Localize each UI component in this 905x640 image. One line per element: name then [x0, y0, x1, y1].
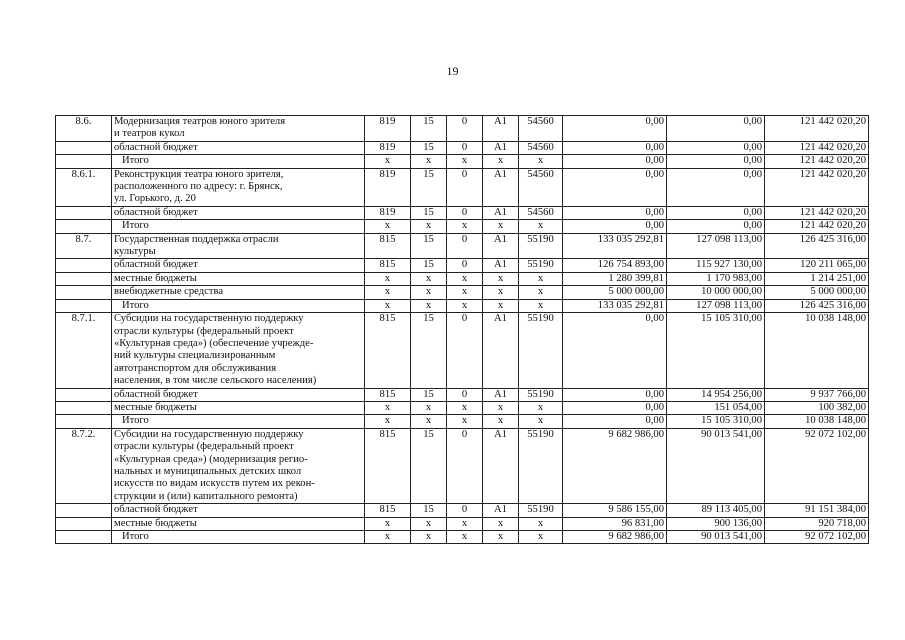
amount-cell-v3: 121 442 020,20 [765, 206, 869, 219]
row-name [112, 206, 365, 219]
table-row [56, 415, 869, 428]
row-number [56, 504, 112, 517]
code-cell-c3: х [447, 531, 483, 544]
row-name [112, 313, 365, 388]
row-name [112, 388, 365, 401]
amount-cell-v1: 9 586 155,00 [563, 504, 667, 517]
row-number [56, 206, 112, 219]
code-cell-c3: 0 [447, 504, 483, 517]
row-name [112, 272, 365, 285]
code-cell-c3: 0 [447, 168, 483, 206]
row-name [112, 428, 365, 503]
row-name-line: Модернизация театров юного зрителя [114, 116, 286, 127]
code-cell-c5: х [519, 401, 563, 414]
table-row [56, 272, 869, 285]
code-cell-c5: 55190 [519, 259, 563, 272]
code-cell-c1: 815 [365, 233, 411, 259]
table-row [56, 286, 869, 299]
table-row [56, 168, 869, 206]
code-cell-c1: х [365, 517, 411, 530]
code-cell-c2: 15 [411, 313, 447, 388]
code-cell-c4: А1 [483, 206, 519, 219]
amount-cell-v1: 0,00 [563, 401, 667, 414]
code-cell-c4: А1 [483, 428, 519, 503]
code-cell-c5: 55190 [519, 313, 563, 388]
code-cell-c3: х [447, 401, 483, 414]
code-cell-c1: 815 [365, 259, 411, 272]
row-name-line: струкции и (или) капитального ремонта) [114, 490, 298, 502]
code-cell-c5: х [519, 299, 563, 312]
row-name-line: «Культурная среда») (модернизация регио- [114, 453, 308, 465]
table-row [56, 531, 869, 544]
row-name-line: Субсидии на государственную поддержку [114, 428, 304, 440]
code-cell-c3: 0 [447, 259, 483, 272]
amount-cell-v3: 121 442 020,20 [765, 155, 869, 168]
code-cell-c1: 819 [365, 168, 411, 206]
row-name [112, 155, 365, 168]
code-cell-c3: 0 [447, 428, 483, 503]
amount-cell-v2: 900 136,00 [667, 517, 765, 530]
amount-cell-v2: 0,00 [667, 116, 765, 142]
amount-cell-v1: 5 000 000,00 [563, 286, 667, 299]
amount-cell-v1: 0,00 [563, 155, 667, 168]
code-cell-c1: х [365, 299, 411, 312]
row-name-line: искусств по видам искусств путем их рекон- [114, 478, 315, 490]
code-cell-c5: 54560 [519, 141, 563, 154]
table-row [56, 141, 869, 154]
row-number [56, 272, 112, 285]
row-name-line: отрасли культуры (федеральный проект [114, 325, 294, 337]
amount-cell-v2: 127 098 113,00 [667, 233, 765, 259]
row-number [56, 517, 112, 530]
row-name-line: местные бюджеты [114, 517, 197, 529]
code-cell-c4: А1 [483, 116, 519, 142]
row-name-line: ул. Горького, д. 20 [114, 193, 196, 205]
page-number: 19 [446, 64, 459, 78]
code-cell-c2: х [411, 401, 447, 414]
table-row [56, 233, 869, 259]
code-cell-c1: х [365, 220, 411, 233]
amount-cell-v2: 151 054,00 [667, 401, 765, 414]
amount-cell-v2: 15 105 310,00 [667, 415, 765, 428]
amount-cell-v1: 0,00 [563, 388, 667, 401]
amount-cell-v3: 100 382,00 [765, 401, 869, 414]
code-cell-c2: 15 [411, 388, 447, 401]
amount-cell-v3: 5 000 000,00 [765, 286, 869, 299]
row-name [112, 220, 365, 233]
row-name-line: областной бюджет [114, 141, 198, 153]
row-name-line: и театров кукол [114, 128, 185, 140]
code-cell-c3: 0 [447, 388, 483, 401]
row-name-line: населения, в том числе сельского населения) [114, 375, 317, 387]
table-row [56, 313, 869, 388]
row-name-line: Итого [122, 220, 149, 232]
code-cell-c2: 15 [411, 233, 447, 259]
code-cell-c2: 15 [411, 259, 447, 272]
code-cell-c4: х [483, 415, 519, 428]
code-cell-c2: х [411, 299, 447, 312]
row-number [56, 259, 112, 272]
amount-cell-v1: 9 682 986,00 [563, 428, 667, 503]
code-cell-c4: х [483, 401, 519, 414]
code-cell-c1: х [365, 286, 411, 299]
row-number: 8.7.2. [56, 428, 112, 503]
amount-cell-v3: 120 211 065,00 [765, 259, 869, 272]
table-row [56, 299, 869, 312]
row-number [56, 220, 112, 233]
table-row [56, 206, 869, 219]
code-cell-c1: 815 [365, 313, 411, 388]
amount-cell-v1: 126 754 893,00 [563, 259, 667, 272]
row-number: 8.6. [56, 116, 112, 142]
code-cell-c2: х [411, 286, 447, 299]
row-name [112, 517, 365, 530]
code-cell-c1: 819 [365, 206, 411, 219]
row-name [112, 286, 365, 299]
code-cell-c5: 55190 [519, 388, 563, 401]
code-cell-c3: х [447, 220, 483, 233]
code-cell-c3: 0 [447, 206, 483, 219]
code-cell-c5: 54560 [519, 116, 563, 142]
amount-cell-v2: 10 000 000,00 [667, 286, 765, 299]
amount-cell-v2: 0,00 [667, 155, 765, 168]
code-cell-c5: 55190 [519, 504, 563, 517]
row-number [56, 286, 112, 299]
amount-cell-v1: 0,00 [563, 206, 667, 219]
row-name-line: расположенного по адресу: г. Брянск, [114, 181, 283, 193]
row-name-line: Государственная поддержка отрасли [114, 233, 279, 245]
code-cell-c2: х [411, 272, 447, 285]
row-name-line: «Культурная среда») (обеспечение учрежде- [114, 337, 314, 349]
row-number [56, 141, 112, 154]
code-cell-c5: 54560 [519, 206, 563, 219]
amount-cell-v3: 1 214 251,00 [765, 272, 869, 285]
code-cell-c1: 815 [365, 504, 411, 517]
code-cell-c2: 15 [411, 141, 447, 154]
code-cell-c5: 54560 [519, 168, 563, 206]
amount-cell-v2: 115 927 130,00 [667, 259, 765, 272]
row-name [112, 168, 365, 206]
budget-table-body [56, 116, 869, 544]
row-name-line: областной бюджет [114, 504, 198, 516]
amount-cell-v2: 90 013 541,00 [667, 531, 765, 544]
code-cell-c3: х [447, 272, 483, 285]
row-name-line: ний культуры специализированным [114, 350, 276, 362]
row-name-line: местные бюджеты [114, 272, 197, 284]
code-cell-c3: 0 [447, 233, 483, 259]
row-number [56, 299, 112, 312]
code-cell-c4: х [483, 272, 519, 285]
row-name-line: Итого [122, 531, 149, 542]
amount-cell-v1: 96 831,00 [563, 517, 667, 530]
code-cell-c5: х [519, 531, 563, 544]
row-name [112, 141, 365, 154]
amount-cell-v3: 91 151 384,00 [765, 504, 869, 517]
code-cell-c4: А1 [483, 388, 519, 401]
amount-cell-v3: 126 425 316,00 [765, 299, 869, 312]
amount-cell-v3: 10 038 148,00 [765, 415, 869, 428]
amount-cell-v1: 1 280 399,81 [563, 272, 667, 285]
code-cell-c3: х [447, 415, 483, 428]
row-name-line: культуры [114, 246, 156, 258]
amount-cell-v3: 121 442 020,20 [765, 220, 869, 233]
code-cell-c2: х [411, 155, 447, 168]
code-cell-c4: х [483, 299, 519, 312]
amount-cell-v2: 0,00 [667, 141, 765, 154]
row-number [56, 155, 112, 168]
row-name-line: Реконструкция театра юного зрителя, [114, 168, 284, 180]
row-number [56, 388, 112, 401]
amount-cell-v3: 92 072 102,00 [765, 531, 869, 544]
amount-cell-v3: 126 425 316,00 [765, 233, 869, 259]
amount-cell-v1: 133 035 292,81 [563, 233, 667, 259]
amount-cell-v3: 92 072 102,00 [765, 428, 869, 503]
amount-cell-v3: 121 442 020,20 [765, 168, 869, 206]
row-number [56, 531, 112, 544]
table-row [56, 504, 869, 517]
code-cell-c4: А1 [483, 168, 519, 206]
code-cell-c3: х [447, 286, 483, 299]
amount-cell-v1: 0,00 [563, 313, 667, 388]
row-name [112, 299, 365, 312]
row-number: 8.7. [56, 233, 112, 259]
amount-cell-v3: 9 937 766,00 [765, 388, 869, 401]
row-name-line: Субсидии на государственную поддержку [114, 313, 304, 325]
code-cell-c1: 819 [365, 141, 411, 154]
amount-cell-v3: 10 038 148,00 [765, 313, 869, 388]
amount-cell-v3: 121 442 020,20 [765, 116, 869, 142]
amount-cell-v2: 0,00 [667, 168, 765, 206]
code-cell-c3: х [447, 155, 483, 168]
code-cell-c1: 815 [365, 428, 411, 503]
row-name-line: Итого [122, 155, 149, 167]
table-row [56, 401, 869, 414]
code-cell-c3: х [447, 299, 483, 312]
amount-cell-v1: 0,00 [563, 220, 667, 233]
code-cell-c5: х [519, 415, 563, 428]
code-cell-c5: 55190 [519, 428, 563, 503]
row-name-line: областной бюджет [114, 259, 198, 271]
row-name-line: местные бюджеты [114, 401, 197, 413]
code-cell-c2: 15 [411, 206, 447, 219]
amount-cell-v2: 15 105 310,00 [667, 313, 765, 388]
table-row [56, 388, 869, 401]
table-row [56, 428, 869, 503]
amount-cell-v2: 90 013 541,00 [667, 428, 765, 503]
code-cell-c4: х [483, 517, 519, 530]
code-cell-c1: х [365, 531, 411, 544]
row-number [56, 415, 112, 428]
code-cell-c4: А1 [483, 504, 519, 517]
code-cell-c2: 15 [411, 504, 447, 517]
code-cell-c1: х [365, 401, 411, 414]
row-name-line: Итого [122, 299, 149, 311]
amount-cell-v2: 127 098 113,00 [667, 299, 765, 312]
code-cell-c2: х [411, 531, 447, 544]
row-name-line: отрасли культуры (федеральный проект [114, 441, 294, 453]
amount-cell-v1: 0,00 [563, 415, 667, 428]
code-cell-c2: 15 [411, 116, 447, 142]
row-name-line: нальных и муниципальных детских школ [114, 465, 302, 477]
code-cell-c1: 815 [365, 388, 411, 401]
code-cell-c2: 15 [411, 428, 447, 503]
code-cell-c3: х [447, 517, 483, 530]
table-row [56, 220, 869, 233]
code-cell-c4: х [483, 286, 519, 299]
row-name [112, 233, 365, 259]
code-cell-c1: х [365, 415, 411, 428]
amount-cell-v2: 89 113 405,00 [667, 504, 765, 517]
code-cell-c4: х [483, 220, 519, 233]
row-name [112, 401, 365, 414]
amount-cell-v1: 0,00 [563, 116, 667, 142]
row-number [56, 401, 112, 414]
amount-cell-v2: 14 954 256,00 [667, 388, 765, 401]
code-cell-c4: А1 [483, 233, 519, 259]
amount-cell-v2: 0,00 [667, 220, 765, 233]
code-cell-c4: х [483, 155, 519, 168]
table-row [56, 116, 869, 142]
row-name [112, 504, 365, 517]
row-number: 8.6.1. [56, 168, 112, 206]
row-name [112, 116, 365, 142]
code-cell-c1: 819 [365, 116, 411, 142]
code-cell-c2: х [411, 415, 447, 428]
row-name-line: автотранспортом для обслуживания [114, 362, 277, 374]
code-cell-c3: 0 [447, 141, 483, 154]
code-cell-c5: х [519, 272, 563, 285]
row-name-line: областной бюджет [114, 206, 198, 218]
code-cell-c2: 15 [411, 168, 447, 206]
code-cell-c2: х [411, 517, 447, 530]
code-cell-c5: 55190 [519, 233, 563, 259]
table-row [56, 155, 869, 168]
row-name-line: Итого [122, 415, 149, 427]
code-cell-c1: х [365, 272, 411, 285]
table-row [56, 259, 869, 272]
table-row [56, 517, 869, 530]
row-name [112, 531, 365, 544]
amount-cell-v1: 0,00 [563, 168, 667, 206]
code-cell-c5: х [519, 286, 563, 299]
code-cell-c4: А1 [483, 259, 519, 272]
code-cell-c5: х [519, 220, 563, 233]
code-cell-c4: х [483, 531, 519, 544]
code-cell-c4: А1 [483, 313, 519, 388]
code-cell-c5: х [519, 155, 563, 168]
row-name-line: областной бюджет [114, 388, 198, 400]
amount-cell-v3: 121 442 020,20 [765, 141, 869, 154]
row-name [112, 415, 365, 428]
row-name [112, 259, 365, 272]
code-cell-c3: 0 [447, 313, 483, 388]
amount-cell-v2: 1 170 983,00 [667, 272, 765, 285]
code-cell-c1: х [365, 155, 411, 168]
amount-cell-v3: 920 718,00 [765, 517, 869, 530]
row-number: 8.7.1. [56, 313, 112, 388]
code-cell-c2: х [411, 220, 447, 233]
code-cell-c5: х [519, 517, 563, 530]
row-name-line: внебюджетные средства [114, 286, 224, 298]
budget-table [55, 115, 869, 544]
amount-cell-v2: 0,00 [667, 206, 765, 219]
code-cell-c4: А1 [483, 141, 519, 154]
amount-cell-v1: 9 682 986,00 [563, 531, 667, 544]
code-cell-c3: 0 [447, 116, 483, 142]
amount-cell-v1: 133 035 292,81 [563, 299, 667, 312]
amount-cell-v1: 0,00 [563, 141, 667, 154]
